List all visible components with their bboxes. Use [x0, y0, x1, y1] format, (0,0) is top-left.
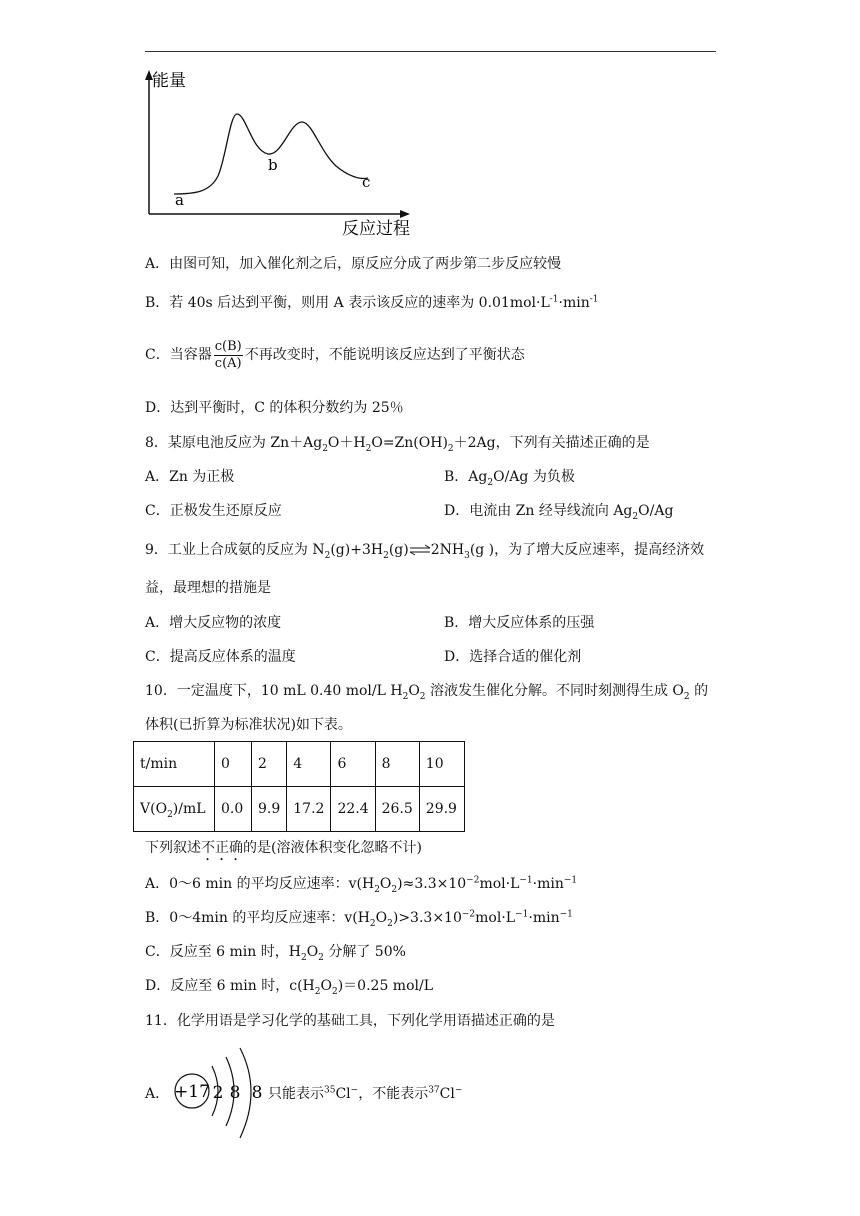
- ratio-fraction: $\frac{c(B)}{c(A)}$: [214, 338, 242, 371]
- y-axis-label: 能量: [152, 71, 186, 91]
- point-a-label: a: [175, 191, 184, 209]
- reversible-arrow-icon: [409, 544, 431, 556]
- q9-option-c: C．提高反应体系的温度: [145, 649, 296, 665]
- q7-option-a: A．由图可知，加入催化剂之后，原反应分成了两步第二步反应较慢: [145, 256, 562, 272]
- q10-note: 下列叙述不正确的是(溶液体积变化忽略不计): [145, 840, 422, 856]
- table-cell: 17.2: [287, 787, 331, 832]
- table-cell: 6: [331, 742, 375, 787]
- table-row: [134, 742, 465, 787]
- nucleus-charge: +17: [174, 1082, 210, 1102]
- table-cell: 10: [419, 742, 464, 787]
- table-cell: 9.9: [252, 787, 287, 832]
- q9-option-a: A．增大反应物的浓度: [145, 615, 282, 631]
- q7-option-c: C．当容器 $\frac{c(B)}{c(A)}$ 不再改变时，不能说明该反应达到了平衡状态: [145, 338, 525, 371]
- shell-2-electrons: 8: [229, 1083, 241, 1103]
- table-cell: $V(O_2)/mL$: [134, 787, 215, 832]
- q10-option-d: D．反应至 6 min 时，$c(H_2O_2)=0.25$ mol/L: [145, 978, 433, 997]
- q11-option-a-text: 只能表示$^{35}$Cl−，不能表示$^{37}$Cl−: [268, 1085, 463, 1102]
- q7-option-b: B．若 40s 后达到平衡，则用 A 表示该反应的速率为 $0.01mol\cdot L^{-1}\cdot\min^{-1}$: [145, 294, 599, 311]
- q10-stem-line1: 10．一定温度下，10 mL 0.40 mol/L $H_2O_2$ 溶液发生催化分解。不同时刻测得生成 $O_2$ 的: [145, 683, 709, 702]
- table-cell: 29.9: [419, 787, 464, 832]
- table-cell: 22.4: [331, 787, 375, 832]
- energy-diagram: [140, 66, 430, 240]
- q7-option-d: D．达到平衡时，C 的体积分数约为 25％: [145, 400, 404, 416]
- q8-option-b: B．$Ag_2O/Ag$ 为负极: [444, 469, 575, 488]
- q8-stem: 8．某原电池反应为 $Zn+Ag_2O+H_2O=Zn(OH)_2+2Ag$，下列有关描述正确的是: [145, 435, 650, 454]
- table-cell: 2: [252, 742, 287, 787]
- q10-option-a: A．0～6 min 的平均反应速率：$v(H_2O_2)\approx 3.3\times 10^{-2}mol\cdot L^{-1}\cdot\min^{-1}$: [145, 875, 578, 895]
- table-cell: 0.0: [215, 787, 252, 832]
- table-cell: 0: [215, 742, 252, 787]
- shell-3-electrons: 8: [251, 1083, 263, 1103]
- q8-option-d: D．电流由 Zn 经导线流向 $Ag_2O/Ag$: [444, 503, 674, 522]
- table-cell: 4: [287, 742, 331, 787]
- q9-option-b: B．增大反应体系的压强: [444, 615, 595, 631]
- q11-stem: 11．化学用语是学习化学的基础工具，下列化学用语描述正确的是: [145, 1013, 555, 1029]
- table-cell: t/min: [134, 742, 215, 787]
- table-cell: 26.5: [375, 787, 419, 832]
- chloride-ion-structure-diagram: [168, 1046, 268, 1142]
- electron-shell-3: [240, 1048, 251, 1138]
- volume-table: [133, 741, 465, 832]
- table-cell: 8: [375, 742, 419, 787]
- q9-option-d: D．选择合适的催化剂: [444, 649, 582, 665]
- q10-stem-line2: 体积(已折算为标准状况)如下表。: [145, 717, 352, 733]
- q9-stem-line1: 9．工业上合成氨的反应为 $N_2(g)+3H_2(g)$ $2NH_3(g$ )，为了增大反应速率，提高经济效: [145, 542, 705, 561]
- q10-option-c: C．反应至 6 min 时，$H_2O_2$ 分解了 50%: [145, 944, 406, 963]
- q11-option-a-label: A．: [145, 1086, 170, 1102]
- point-b-label: b: [268, 156, 278, 174]
- x-axis-label: 反应过程: [342, 219, 410, 239]
- energy-curve: [174, 114, 371, 194]
- q10-option-b: B．0～4min 的平均反应速率：$v(H_2O_2)>3.3\times 10^{-2}mol\cdot L^{-1}\cdot\min^{-1}$: [145, 909, 573, 929]
- shell-1-electrons: 2: [212, 1083, 224, 1103]
- header-rule: [145, 51, 716, 52]
- q8-option-a: A．Zn 为正极: [145, 469, 235, 485]
- point-c-label: c: [362, 173, 371, 191]
- q9-stem-line2: 益，最理想的措施是: [145, 580, 271, 596]
- q8-option-c: C．正极发生还原反应: [145, 503, 282, 519]
- x-axis-arrow: [400, 210, 410, 218]
- table-row: [134, 787, 465, 832]
